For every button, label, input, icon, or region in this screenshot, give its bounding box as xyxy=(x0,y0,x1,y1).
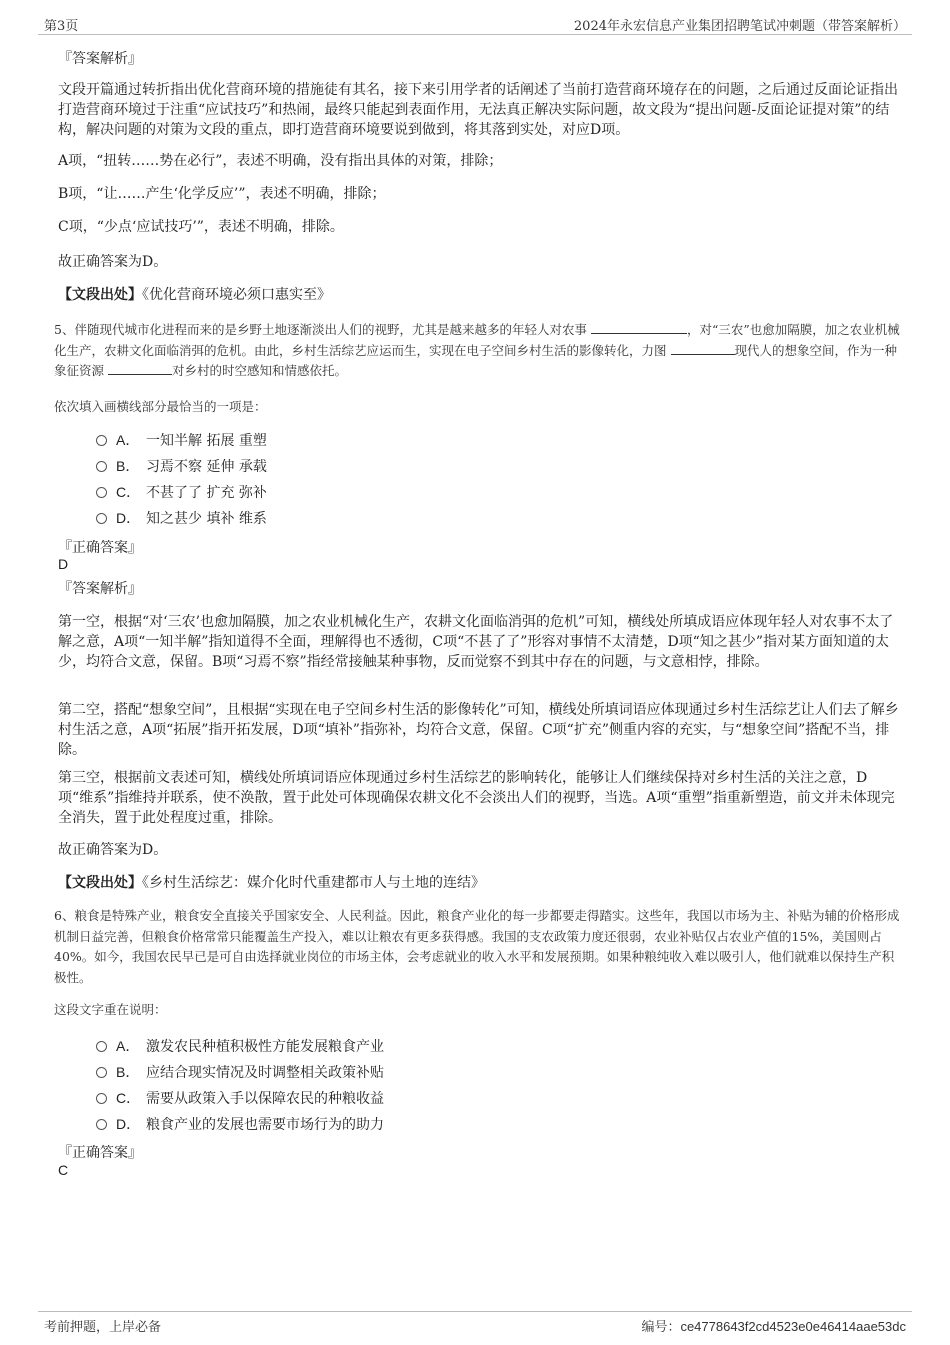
radio-icon[interactable] xyxy=(96,487,107,498)
analysis-tag: 『答案解析』 xyxy=(58,581,142,597)
question-5-prompt: 依次填入画横线部分最恰当的一项是： xyxy=(54,399,267,414)
question-6-option-b[interactable] xyxy=(96,1061,384,1083)
radio-icon[interactable] xyxy=(96,1093,107,1104)
radio-icon[interactable] xyxy=(96,513,107,524)
fill-blank xyxy=(671,342,735,355)
option-letter: B． xyxy=(116,1064,140,1080)
stem-part: ，对“三农”也愈加隔膜，加之农业机械化生产，农耕文化面临消弭的危机。由此，乡村生活综艺应运而生，实现在电子空间乡村生活的影像转化，力图 xyxy=(54,322,900,358)
option-letter: C． xyxy=(116,484,141,500)
page-footer xyxy=(38,1311,912,1336)
analysis-option-c: C项，“少点‘应试技巧’”，表述不明确，排除。 xyxy=(58,219,344,235)
option-text: 激发农民种植积极性方能发展粮食产业 xyxy=(146,1039,384,1055)
question-6-prompt: 这段文字重在说明： xyxy=(54,1002,167,1017)
option-letter: D． xyxy=(116,510,141,526)
analysis-paragraph: 第三空，根据前文表述可知，横线处所填词语应体现通过乡村生活综艺的影响转化，能够让人们继续保持对乡村生活的关注之意，D项“维系”指维持并联系，使不涣散，置于此处可体现确保农耕文化不会淡出人们的视野，当选。A项“重塑”指重新塑造，前文并未体现完全消失，置于此处程度过重，排除。 xyxy=(58,770,895,826)
option-letter: B． xyxy=(116,458,140,474)
option-text: 习焉不察 延伸 承载 xyxy=(146,459,267,475)
page-header xyxy=(38,12,912,35)
question-5-option-b[interactable] xyxy=(96,455,267,477)
source-line xyxy=(58,285,900,305)
source-label: 【文段出处】 xyxy=(58,875,142,891)
analysis-option-a: A项，“扭转……势在必行”，表述不明确，没有指出具体的对策，排除； xyxy=(58,153,503,169)
fill-blank xyxy=(108,362,172,375)
analysis-paragraph: 文段开篇通过转折指出优化营商环境的措施徒有其名，接下来引用学者的话阐述了当前打造营商环境存在的问题，之后通过反面论证指出打造营商环境过于注重“应试技巧”和热闹，最终只能起到表面作用，无法真正解决实际问题，故文段为“提出问题-反面论证提对策”的结构，解决问题的对策为文段的重点，即打造营商环境要说到做到，将其落到实处，对应D项。 xyxy=(58,82,898,138)
stem-part: 5、伴随现代城市化进程而来的是乡野土地逐渐淡出人们的视野，尤其是越来越多的年轻人对农事 xyxy=(54,322,587,337)
option-text: 应结合现实情况及时调整相关政策补贴 xyxy=(146,1065,384,1081)
question-6-option-c[interactable] xyxy=(96,1087,384,1109)
option-text: 不甚了了 扩充 弥补 xyxy=(146,485,267,501)
document-title: 2024年永宏信息产业集团招聘笔试冲刺题（带答案解析） xyxy=(573,19,906,34)
question-5-option-a[interactable] xyxy=(96,429,267,451)
question-5-stem xyxy=(54,320,900,382)
option-letter: A． xyxy=(116,432,140,448)
correct-answer: C xyxy=(58,1162,69,1178)
stem-part: 对乡村的时空感知和情感依托。 xyxy=(172,363,348,378)
option-letter: D． xyxy=(116,1116,141,1132)
analysis-option-b: B项，“让……产生‘化学反应’”，表述不明确，排除； xyxy=(58,186,386,202)
option-letter: A． xyxy=(116,1038,140,1054)
source-title: 《优化营商环境必须口惠实至》 xyxy=(142,287,331,303)
correct-answer-tag: 『正确答案』 xyxy=(58,540,142,556)
question-5-option-d[interactable] xyxy=(96,507,267,529)
source-title: 《乡村生活综艺：媒介化时代重建都市人与土地的连结》 xyxy=(142,875,485,891)
fill-blank xyxy=(591,321,687,334)
analysis-tag: 『答案解析』 xyxy=(58,51,142,67)
correct-answer-tag: 『正确答案』 xyxy=(58,1145,142,1161)
question-5-option-c[interactable] xyxy=(96,481,267,503)
radio-icon[interactable] xyxy=(96,1041,107,1052)
correct-answer: D xyxy=(58,556,69,572)
source-label: 【文段出处】 xyxy=(58,287,142,303)
analysis-conclusion: 故正确答案为D。 xyxy=(58,254,168,270)
footer-slogan: 考前押题，上岸必备 xyxy=(44,1320,162,1335)
page-number: 第3页 xyxy=(44,19,79,34)
question-6-option-a[interactable] xyxy=(96,1035,384,1057)
analysis-conclusion: 故正确答案为D。 xyxy=(58,842,168,858)
question-6-stem: 6、粮食是特殊产业，粮食安全直接关乎国家安全、人民利益。因此，粮食产业化的每一步都要走得踏实。这些年，我国以市场为主、补贴为辅的价格形成机制日益完善，但粮食价格常常只能覆盖生产投入，难以让粮农有更多获得感。我国的支农政策力度还很弱，农业补贴仅占农业产值的15%，美国则占40%。如今，我国农民早已是可自由选择就业岗位的市场主体，会考虑就业的收入水平和发展预期。如果种粮纯收入难以吸引人，他们就难以保持生产积极性。 xyxy=(54,908,900,985)
radio-icon[interactable] xyxy=(96,461,107,472)
option-text: 需要从政策入手以保障农民的种粮收益 xyxy=(146,1091,384,1107)
stem-part: 现代人的想象空间，作为一种象征资源 xyxy=(54,342,898,378)
option-letter: C． xyxy=(116,1090,141,1106)
radio-icon[interactable] xyxy=(96,1119,107,1130)
analysis-paragraph: 第一空，根据“对‘三农’也愈加隔膜，加之农业机械化生产，农耕文化面临消弭的危机”可知，横线处所填成语应体现年轻人对农事不太了解之意，A项“一知半解”指知道得不全面，理解得也不透彻，C项“不甚了了”形容对事情不太清楚，D项“知之甚少”指对某方面知道的太少，均符合文意，保留。B项“习焉不察”指经常接触某种事物，反而觉察不到其中存在的问题，与文意相悖，排除。 xyxy=(58,614,894,670)
radio-icon[interactable] xyxy=(96,435,107,446)
analysis-paragraph: 第二空，搭配“想象空间”，且根据“实现在电子空间乡村生活的影像转化”可知，横线处所填词语应体现通过乡村生活综艺让人们去了解乡村生活之意，A项“拓展”指开拓发展，D项“填补”指弥补，均符合文意，保留。C项“扩充”侧重内容的充实，与“想象空间”搭配不当，排除。 xyxy=(58,702,899,758)
document-id: 编号：ce4778643f2cd4523e0e46414aae53dc xyxy=(641,1319,906,1334)
radio-icon[interactable] xyxy=(96,1067,107,1078)
option-text: 一知半解 拓展 重塑 xyxy=(146,433,267,449)
source-line xyxy=(58,873,900,893)
option-text: 知之甚少 填补 维系 xyxy=(146,511,267,527)
option-text: 粮食产业的发展也需要市场行为的助力 xyxy=(146,1117,384,1133)
question-6-option-d[interactable] xyxy=(96,1113,384,1135)
